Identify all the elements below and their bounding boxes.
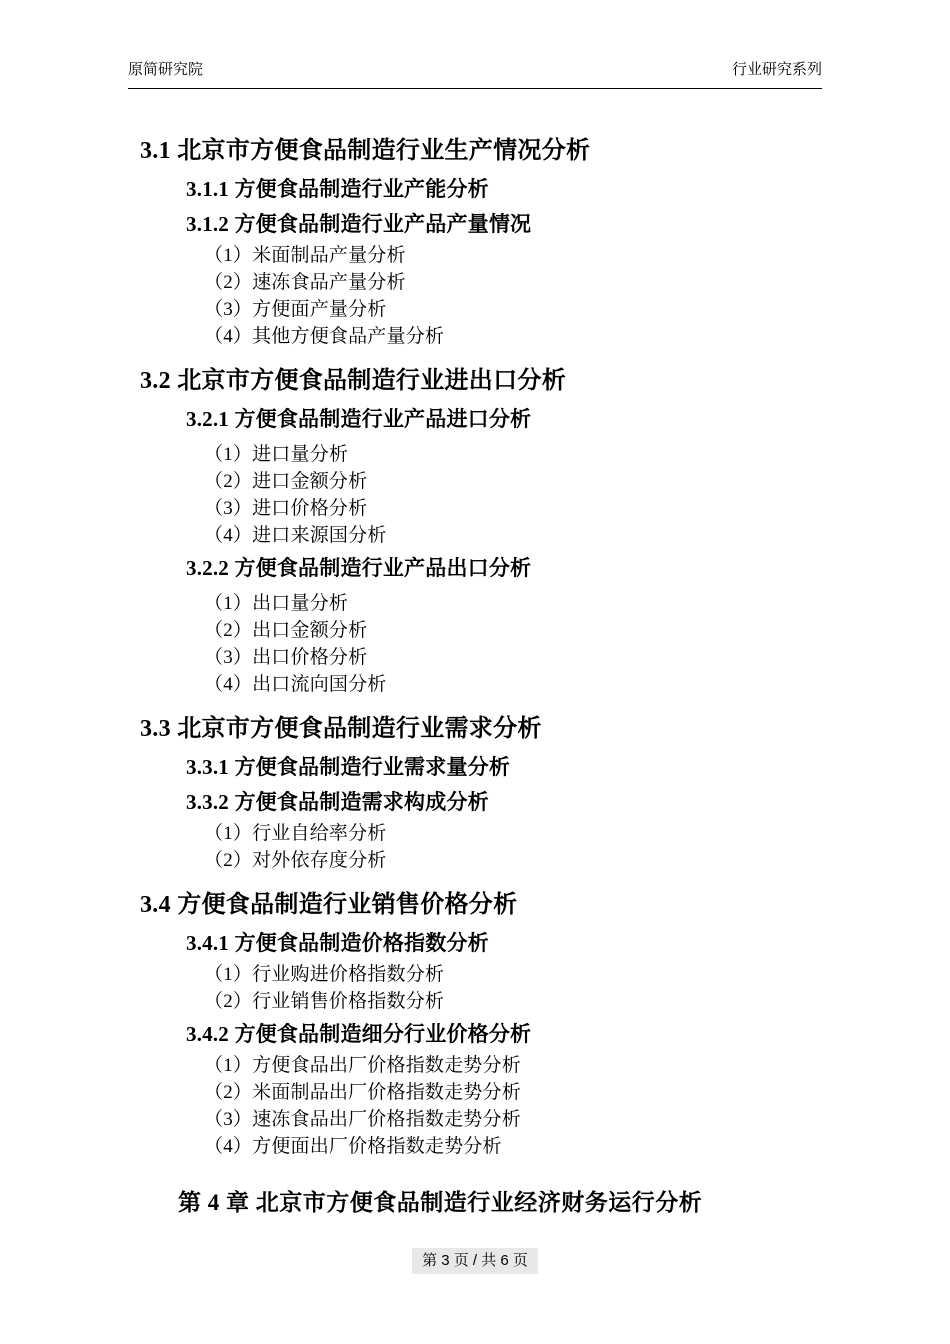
list-item: （4）方便面出厂价格指数走势分析 xyxy=(204,1136,502,1157)
subsection-heading: 3.4.2 方便食品制造细分行业价格分析 xyxy=(186,1022,532,1046)
subsection-heading: 3.1.2 方便食品制造行业产品产量情况 xyxy=(186,212,532,236)
list-item: （2）米面制品出厂价格指数走势分析 xyxy=(204,1082,521,1103)
list-item: （3）进口价格分析 xyxy=(204,498,368,519)
section-heading: 3.2 北京市方便食品制造行业进出口分析 xyxy=(140,368,566,394)
section-heading: 3.4 方便食品制造行业销售价格分析 xyxy=(140,892,518,918)
list-item: （3）速冻食品出厂价格指数走势分析 xyxy=(204,1109,521,1130)
list-item: （1）方便食品出厂价格指数走势分析 xyxy=(204,1055,521,1076)
list-item: （2）出口金额分析 xyxy=(204,620,368,641)
subsection-heading: 3.2.1 方便食品制造行业产品进口分析 xyxy=(186,407,532,431)
list-item: （2）速冻食品产量分析 xyxy=(204,272,406,293)
list-item: （2）对外依存度分析 xyxy=(204,850,387,871)
list-item: （4）出口流向国分析 xyxy=(204,674,387,695)
subsection-heading: 3.2.2 方便食品制造行业产品出口分析 xyxy=(186,556,532,580)
header-divider xyxy=(128,88,822,89)
list-item: （1）进口量分析 xyxy=(204,444,349,465)
subsection-heading: 3.3.1 方便食品制造行业需求量分析 xyxy=(186,755,511,779)
list-item: （2）行业销售价格指数分析 xyxy=(204,991,445,1012)
header-right-text: 行业研究系列 xyxy=(731,61,822,78)
list-item: （4）其他方便食品产量分析 xyxy=(204,326,445,347)
list-item: （1）行业购进价格指数分析 xyxy=(204,964,445,985)
toc-content xyxy=(0,120,950,1220)
section-heading: 3.1 北京市方便食品制造行业生产情况分析 xyxy=(140,138,591,164)
list-item: （1）行业自给率分析 xyxy=(204,823,387,844)
page-number: 第 3 页 / 共 6 页 xyxy=(412,1248,538,1274)
list-item: （1）出口量分析 xyxy=(204,593,349,614)
list-item: （3）出口价格分析 xyxy=(204,647,368,668)
list-item: （1）米面制品产量分析 xyxy=(204,245,406,266)
page-footer xyxy=(0,1248,950,1274)
header-left-text: 原简研究院 xyxy=(128,61,204,78)
list-item: （4）进口来源国分析 xyxy=(204,525,387,546)
chapter-heading: 第 4 章 北京市方便食品制造行业经济财务运行分析 xyxy=(178,1190,703,1215)
subsection-heading: 3.1.1 方便食品制造行业产能分析 xyxy=(186,177,489,201)
section-heading: 3.3 北京市方便食品制造行业需求分析 xyxy=(140,716,542,742)
subsection-heading: 3.4.1 方便食品制造价格指数分析 xyxy=(186,931,489,955)
page-header xyxy=(128,60,822,80)
subsection-heading: 3.3.2 方便食品制造需求构成分析 xyxy=(186,790,489,814)
list-item: （2）进口金额分析 xyxy=(204,471,368,492)
list-item: （3）方便面产量分析 xyxy=(204,299,387,320)
